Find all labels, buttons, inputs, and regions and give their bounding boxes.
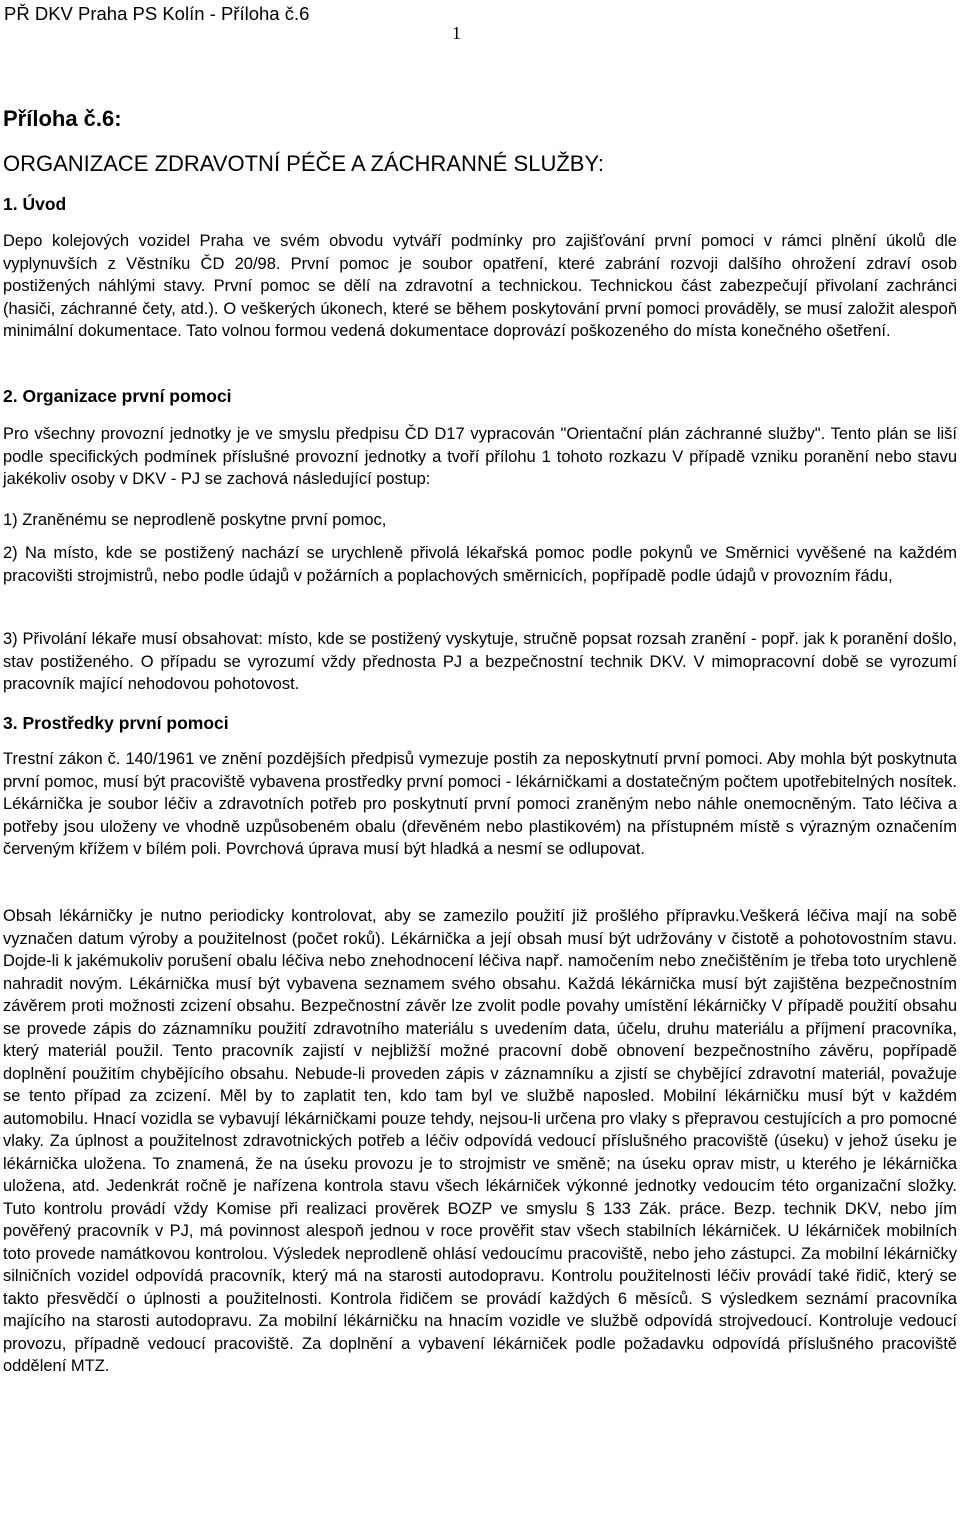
section-3-paragraph-1: Trestní zákon č. 140/1961 ve znění pozdějších předpisů vymezuje postih za neposkytnutí první pomoci. Aby mohla být poskytnuta první pomoc, musí být pracoviště vybavena prostředky první pomoci - lékárničkami a dostatečným počtem upotřebitelných nosítek. Lékárnička je soubor léčiv a zdravotních potřeb pro poskytnutí první pomoci zraněným nebo náhle onemocněným. Tato léčiva a potřeby jsou uloženy ve vhodně uzpůsobeném obalu (dřevěném nebo plastikovém) na přístupném místě s výrazným označením červeným křížem v bílém poli. Povrchová úprava musí být hladká a nesmí se odlupovat. bbox=[3, 750, 957, 858]
section-2-heading: 2. Organizace první pomoci bbox=[3, 386, 232, 406]
section-1-paragraph: Depo kolejových vozidel Praha ve svém obvodu vytváří podmínky pro zajišťování první pomoci v rámci plnění úkolů dle vyplynuvších z Věstníku ČD 20/98. První pomoc je soubor opatření, které zabrání rozvoji dalšího ohrožení zdraví osob postižených náhlými stavy. První pomoc se dělí na zdravotní a technickou. Technickou část zabezpečují přivolaní zachránci (hasiči, záchranné čety, atd.). O veškerých úkonech, které se během poskytování první pomoci prováděly, se musí založit alespoň minimální dokumentace. Tato volnou formou vedená dokumentace doprovází poškozeného do místa konečného ošetření. bbox=[3, 232, 957, 340]
section-2-paragraph: Pro všechny provozní jednotky je ve smyslu předpisu ČD D17 vypracován "Orientační plán záchranné služby". Tento plán se liší podle specifických podmínek příslušné provozní jednotky a tvoří přílohu 1 tohoto rozkazu V případě vzniku poranění nebo stavu jakékoliv osoby v DKV - PJ se zachová následující postup: bbox=[3, 425, 957, 488]
main-heading: ORGANIZACE ZDRAVOTNÍ PÉČE A ZÁCHRANNÉ SLUŽBY: bbox=[3, 151, 605, 176]
section-1-heading: 1. Úvod bbox=[3, 194, 67, 214]
section-2-step-1: 1) Zraněnému se neprodleně poskytne první pomoc, bbox=[3, 511, 387, 529]
section-2-step-3: 3) Přivolání lékaře musí obsahovat: místo, kde se postižený vyskytuje, stručně popsat rozsah zranění - popř. jak k poranění došlo, stav postiženého. O případu se vyrozumí vždy přednosta PJ a bezpečnostní technik DKV. V mimopracovní době se vyrozumí pracovník mající nehodovou pohotovost. bbox=[3, 630, 957, 693]
header-title: PŘ DKV Praha PS Kolín - Příloha č.6 bbox=[4, 3, 310, 24]
section-3-heading: 3. Prostředky první pomoci bbox=[3, 713, 229, 733]
annex-title: Příloha č.6: bbox=[3, 106, 122, 131]
section-2-step-2: 2) Na místo, kde se postižený nachází se urychleně přivolá lékařská pomoc podle pokynů ve Směrnici vyvěšené na každém pracovišti strojmistrů, nebo podle údajů v požárních a poplachových směrnicích, popřípadě podle údajů v provozním řádu, bbox=[3, 544, 957, 585]
page-number: 1 bbox=[452, 23, 461, 43]
section-3-paragraph-2: Obsah lékárničky je nutno periodicky kontrolovat, aby se zamezilo použití již prošlého přípravku.Veškerá léčiva mají na sobě vyznačen datum výroby a použitelnost (počet roků). Lékárnička a její obsah musí být udržovány v čistotě a pohotovostním stavu. Dojde-li k jakémukoliv porušení obalu léčiva nebo znehodnocení léčiva např. namočením nebo znečištěním je třeba toto urychleně nahradit novým. Lékárnička musí být vybavena seznamem svého obsahu. Každá lékárnička musí být zajištěna bezpečnostním závěrem proti možnosti zcizení obsahu. Bezpečnostní závěr lze zvolit podle povahy umístění lékárničky V případě použití obsahu se provede zápis do záznamníku použití zdravotního materiálu s uvedením data, účelu, druhu materiálu a příjmení pracovníka, který materiál použil. Tento pracovník zajistí v nejbližší možné pracovní době obnovení bezpečnostního závěru, popřípadě doplnění použitím chybějícího obsahu. Nebude-li proveden zápis v záznamníku a zjistí se chybějící zdravotní materiál, považuje se tento případ za zcizení. Měl by to zaplatit ten, kdo tam byl ve službě naposled. Mobilní lékárničku musí být v každém automobilu. Hnací vozidla se vybavují lékárničkami pouze tehdy, nejsou-li určena pro vlaky s přepravou cestujících a pro pomocné vlaky. Za úplnost a použitelnost zdravotnických potřeb a léčiv odpovídá vedoucí příslušného pracoviště (úseku) v jehož úseku je lékárnička uložena. To znamená, že na úseku provozu je to strojmistr ve směně; na úseku oprav mistr, u kterého je lékárnička uložena, atd. Jedenkrát ročně je nařízena kontrola stavu všech lékárniček výkonné jednotky vedoucím této organizační složky. Tuto kontrolu provádí vždy Komise při realizaci prověrek BOZP ve smyslu § 133 Zák. práce. Bezp. technik DKV, nebo jím pověřený pracovník v PJ, má povinnost alespoň jednou v roce prověřit stav všech stabilních lékárniček. U lékárniček mobilních toto provede namátkovou kontrolou. Výsledek neprodleně ohlásí vedoucímu pracoviště, nebo jeho zástupci. Za mobilní lékárničky silničních vozidel odpovídá pracovník, který má na starosti autodopravu. Kontrolu použitelnosti léčiv provádí také řidič, který se takto přesvědčí o úplnosti a použitelnosti. Kontrola řidičem se provádí každých 6 měsíců. S výsledkem seznámí pracovníka majícího na starosti autodopravu. Za mobilní lékárničku na hnacím vozidle ve službě odpovídá strojvedoucí. Kontroluje vedoucí provozu, případně vedoucí pracoviště. Za doplnění a vybavení lékárniček podle požadavku odpovídá příslušného pracoviště oddělení MTZ. bbox=[3, 907, 957, 1375]
